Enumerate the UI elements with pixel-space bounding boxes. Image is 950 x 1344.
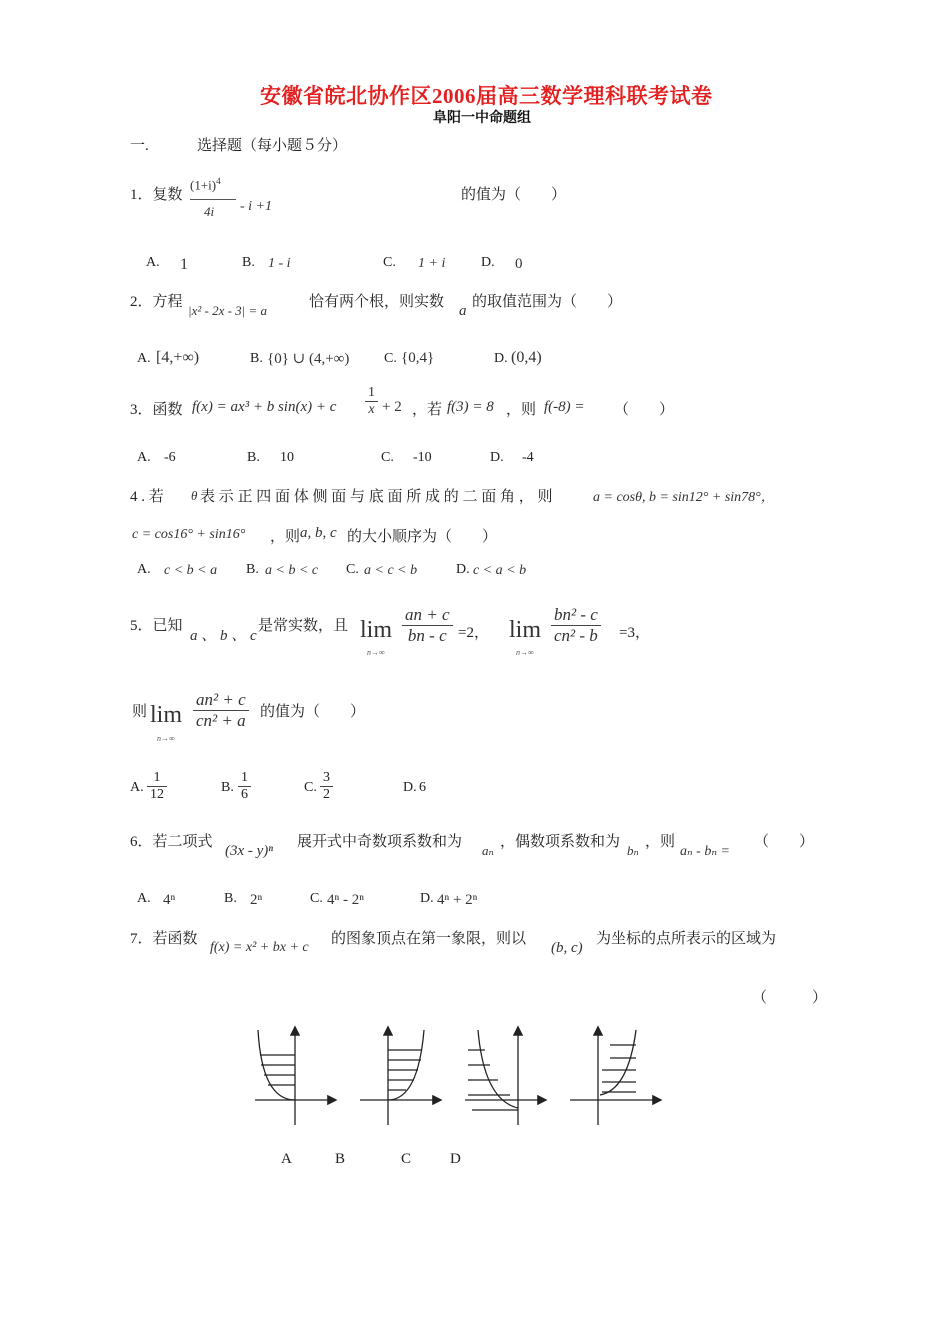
q7-expression: f(x) = x² + bx + c [210,940,309,955]
q7-prefix: 7．若函数 [130,931,198,947]
q6-option-b-label[interactable]: B. [224,891,237,906]
q5-prefix: 5．已知 [130,618,183,634]
figure-d[interactable] [570,1028,660,1125]
q1-option-d-label[interactable]: D. [481,255,495,270]
q6-option-a-value: 4ⁿ [163,892,176,908]
q3-target: f(-8) = [544,399,585,415]
section-number: 一. [130,138,149,154]
q3-mid2: ，则 [506,402,537,418]
q6-ask: （ ） [754,834,815,850]
q2-option-d-label[interactable]: D. [494,351,508,366]
q3-expression: f(x) = ax³ + b sin(x) + c [192,399,337,415]
q1-option-c-value: 1 + i [418,256,446,271]
q5-fraction2-num: bn² - c [551,605,601,626]
q7-mid: 的图象顶点在第一象限，则以 [331,931,527,947]
q2-option-a-value: [4,+∞) [156,349,200,366]
page-title: 安徽省皖北协作区2006届高三数学理科联考试卷 [260,84,713,108]
q3-prefix: 3．函数 [130,402,183,418]
q4-option-a-label[interactable]: A. [137,562,151,577]
q5-lim2: lim [509,617,542,643]
q6-option-a-label[interactable]: A. [137,891,151,906]
q5-ask: 的值为（ ） [260,704,366,720]
q5-option-b-num: 1 [238,770,251,787]
q3-option-b-value: 10 [280,450,294,465]
q5-fraction2-den: cn² - b [554,626,598,645]
q3-option-b-label[interactable]: B. [247,450,260,465]
q2-prefix: 2．方程 [130,294,183,310]
q5-option-a-num: 1 [147,770,167,787]
q2-option-a-label[interactable]: A. [137,351,151,366]
q1-tail: - i +1 [240,199,272,214]
q5-lim1: lim [360,617,393,643]
q5-option-c-value [320,770,333,803]
q5-fraction2 [551,605,601,646]
q4-ask: 的大小顺序为（ ） [347,529,498,545]
q1-option-b-label[interactable]: B. [242,255,255,270]
q2-option-d-value: (0,4) [511,349,542,366]
q7-ask: 为坐标的点所表示的区域为 [596,931,777,947]
q4-line2: ，则 [270,529,301,545]
q6-prefix: 6．若二项式 [130,834,213,850]
q4-option-d-value: c < a < b [473,563,527,578]
q6-option-d-label[interactable]: D. [420,891,434,906]
q1-fraction [190,176,240,220]
q7-answer-paren: （ ） [752,990,828,1006]
q2-var: a [459,303,467,319]
q5-fraction1 [402,605,453,646]
q4-option-a-value: c < b < a [164,563,218,578]
figure-a[interactable] [255,1028,335,1125]
q5-option-d-label[interactable]: D. [403,780,417,795]
q3-option-c-label[interactable]: C. [381,450,394,465]
q5-option-a-value [147,770,167,803]
q2-expression: |x² - 2x - 3| = a [188,303,268,318]
q3-fraction-num: 1 [365,385,378,402]
q6-option-c-value: 4ⁿ - 2ⁿ [327,892,364,908]
q6-mid: 展开式中奇数项系数和为 [297,834,463,850]
q3-condition: f(3) = 8 [447,399,494,415]
figure-b[interactable] [360,1028,440,1125]
q5-vars: a 、 b 、 c [190,628,257,644]
q2-ask: 的取值范围为（ ） [472,294,623,310]
q5-option-a-den: 12 [150,787,164,802]
q2-option-c-value: {0,4} [401,350,435,366]
q5-fraction1-num: an + c [402,605,453,626]
q5-option-b-den: 6 [241,787,248,802]
q4-option-b-value: a < b < c [265,563,319,578]
q6-an: aₙ [482,843,494,858]
q4-expression1: a = cosθ, b = sin12° + sin78°， [593,490,775,505]
q6-option-c-label[interactable]: C. [310,891,323,906]
q5-then: 则 [132,704,148,720]
q6-option-d-value: 4ⁿ + 2ⁿ [437,892,478,908]
q4-option-b-label[interactable]: B. [246,562,259,577]
q4-theta: θ [191,488,198,503]
q5-mid: 是常实数，且 [258,618,349,634]
q7-figures [240,1020,680,1130]
q6-option-b-value: 2ⁿ [250,892,263,908]
page-subtitle: 阜阳一中命题组 [433,111,531,126]
q5-fraction3-num: an² + c [193,690,249,711]
q5-equals2: =3， [619,625,650,641]
figure-label-a: A [281,1151,292,1167]
q3-option-d-value: -4 [522,450,534,465]
q3-option-a-value: -6 [164,450,176,465]
q1-denominator: 4i [204,204,215,220]
q6-bn: bₙ [627,843,639,858]
q5-option-d-value: 6 [419,780,426,795]
q5-lim2-sub: n→∞ [516,648,534,657]
q2-option-c-label[interactable]: C. [384,351,397,366]
q3-option-a-label[interactable]: A. [137,450,151,465]
q5-lim1-sub: n→∞ [367,648,385,657]
section-label: 选择题（每小题５分） [197,138,348,154]
q4-option-c-value: a < c < b [364,563,418,578]
q5-fraction3-den: cn² + a [196,711,246,730]
q2-option-b-value: {0} ∪ (4,+∞) [267,351,350,367]
q1-ask: 的值为（ ） [461,187,567,203]
q5-lim3: lim [150,702,183,728]
q1-option-b-value: 1 - i [268,256,291,271]
q5-option-b-value [238,770,251,803]
q4-vars: a, b, c [300,525,337,541]
figure-label-d: D [450,1151,461,1167]
q3-fraction [365,385,378,418]
q3-fraction-den: x [368,402,375,417]
q6-mid2: ，偶数项系数和为 [500,834,621,850]
q3-option-c-value: -10 [413,450,432,465]
q3-mid: ，若 [412,402,443,418]
q4-option-c-label[interactable]: C. [346,562,359,577]
q7-point: (b, c) [551,940,583,956]
q4-prefix: 4 . 若 [130,489,164,505]
q1-exponent: 4 [216,176,221,186]
figure-c[interactable] [465,1028,545,1125]
q1-option-d-value: 0 [515,256,523,272]
q5-fraction3 [193,690,249,731]
q1-option-c-label[interactable]: C. [383,255,396,270]
q2-option-b-label[interactable]: B. [250,351,263,366]
q6-mid3: ，则 [645,834,676,850]
q4-option-d-label[interactable]: D. [456,562,470,577]
q5-option-b-label[interactable]: B. [221,780,234,795]
q5-fraction1-den: bn - c [407,626,447,645]
q1-option-a-label[interactable]: A. [146,255,160,270]
q4-line1: 表 示 正 四 面 体 侧 面 与 底 面 所 成 的 二 面 角 ， 则 [200,489,553,505]
q3-option-d-label[interactable]: D. [490,450,504,465]
q1-option-a-value: 1 [180,256,188,273]
q5-equals1: =2， [458,625,489,641]
q2-mid: 恰有两个根，则实数 [309,294,445,310]
q5-option-c-num: 3 [320,770,333,787]
q3-expression-tail: + 2 [382,399,402,415]
figure-label-b: B [335,1151,346,1167]
q3-ask: （ ） [614,402,675,418]
q1-prefix: 1．复数 [130,187,183,203]
q4-expression2: c = cos16° + sin16° [132,527,246,542]
q5-lim3-sub: n→∞ [157,734,175,743]
q5-option-a-label[interactable]: A. [130,780,144,795]
q6-expression: (3x - y)ⁿ [225,843,274,859]
q1-numerator: (1+i) [190,177,217,193]
figure-label-c: C [401,1151,412,1167]
q5-option-c-label[interactable]: C. [304,780,317,795]
q6-target: aₙ - bₙ = [680,844,730,859]
q5-option-c-den: 2 [323,787,330,802]
